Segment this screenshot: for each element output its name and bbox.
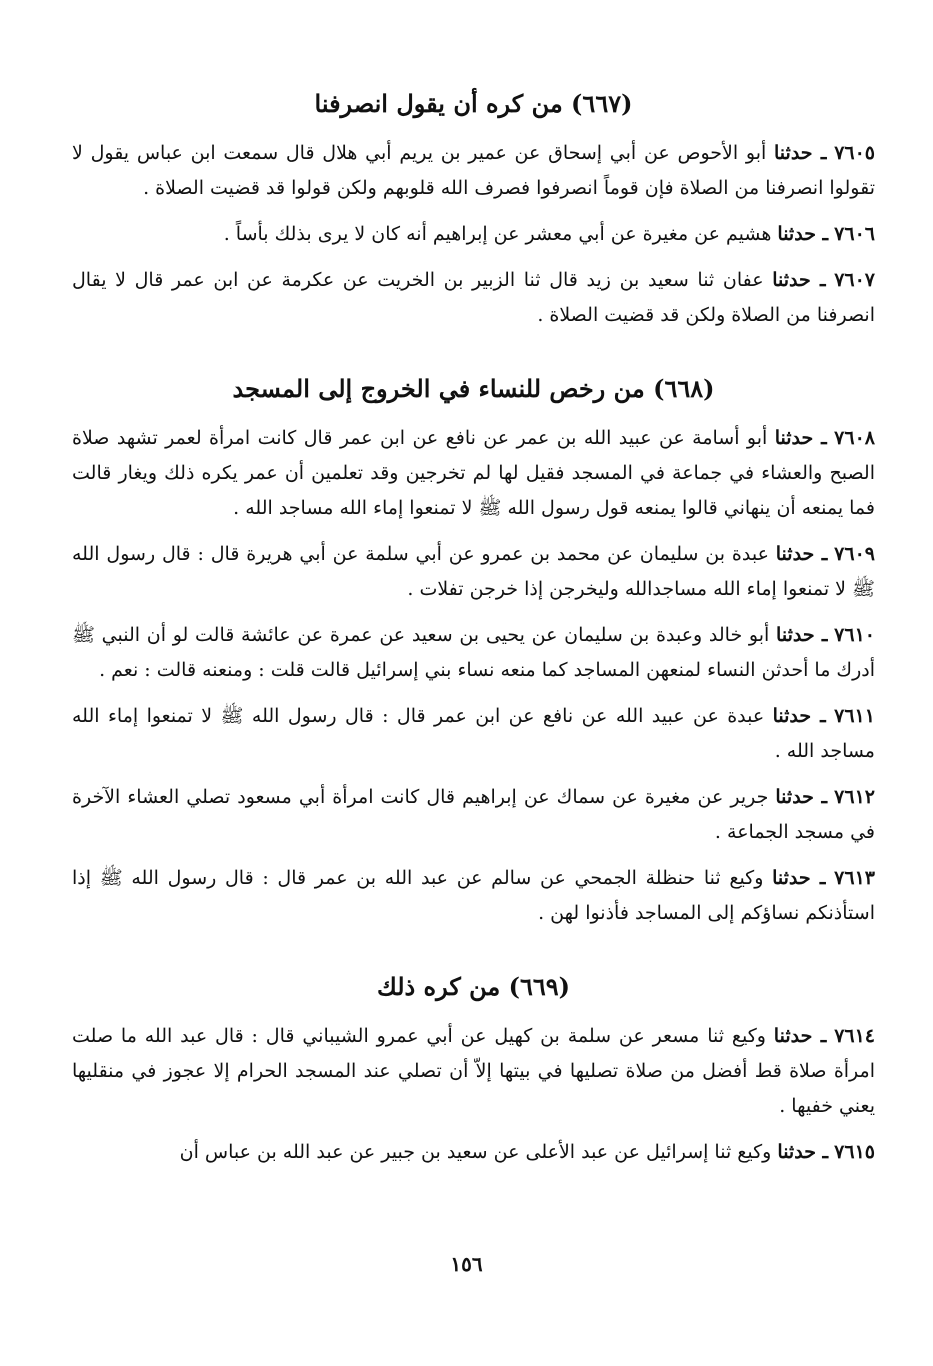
- hadith-number: ٧٦١٥: [834, 1141, 875, 1163]
- hadith-lead: ـ حدثنا: [775, 543, 828, 565]
- hadith-lead: ـ حدثنا: [774, 142, 827, 164]
- hadith-entry: [72, 861, 875, 931]
- hadith-entry: [72, 1019, 875, 1124]
- hadith-entry: [72, 136, 875, 206]
- hadith-number: ٧٦٠٩: [834, 543, 875, 565]
- page-number: ١٥٦: [450, 1252, 483, 1276]
- hadith-lead: ـ حدثنا: [774, 427, 827, 449]
- hadith-lead: ـ حدثنا: [773, 1025, 827, 1047]
- hadith-entry: [72, 1135, 875, 1170]
- hadith-number: ٧٦١٤: [834, 1025, 876, 1047]
- hadith-entry: [72, 699, 875, 769]
- hadith-entry: [72, 780, 875, 850]
- hadith-entry: [72, 421, 875, 526]
- chapter-heading: (٦٦٩) من كره ذلك: [376, 972, 571, 1001]
- hadith-entry: [72, 537, 875, 607]
- hadith-number: ٧٦٠٥: [834, 142, 876, 164]
- hadith-number: ٧٦١٠: [834, 624, 875, 646]
- hadith-text: أبو الأحوص عن أبي إسحاق عن عمير بن يريم أبي هلال قال سمعت ابن عباس يقول لا تقولوا انصرفنا من الصلاة فإن قوماً انصرفوا فصرف الله قلوبهم ولكن قولوا قد قضيت الصلاة .: [72, 142, 875, 199]
- hadith-text: أبو أسامة عن عبيد الله بن عمر عن نافع عن ابن عمر قال كانت امرأة لعمر تشهد صلاة الصبح والعشاء في جماعة في المسجد فقيل لها لم تخرجين وقد تعلمين أن عمر يكره ذلك ويغار قالت فما يمنعه أن ينهاني قالوا يمنعه قول رسول الله ﷺ لا تمنعوا إماء الله مساجد الله .: [72, 427, 875, 519]
- hadith-number: ٧٦٠٨: [834, 427, 875, 449]
- hadith-text: وكيع ثنا مسعر عن سلمة بن كهيل عن أبي عمرو الشيباني قال : قال عبد الله ما صلت امرأة صلاة قط أفضل من صلاة تصليها في بيتها إلاّ أن تصلي عند المسجد الحرام إلا عجوز في منقليها يعني خفيها .: [72, 1025, 875, 1117]
- hadith-text: هشيم عن مغيرة عن أبي معشر عن إبراهيم أنه كان لا يرى بذلك بأساً .: [223, 223, 772, 245]
- hadith-lead: ـ حدثنا: [776, 624, 828, 646]
- hadith-text: عبدة عن عبيد الله عن نافع عن ابن عمر قال : قال رسول الله ﷺ لا تمنعوا إماء الله مساجد الله .: [72, 705, 875, 762]
- hadith-text: عفان ثنا سعيد بن زيد قال ثنا الزبير بن الخريت عن عكرمة عن ابن عمر قال لا يقال انصرفنا من الصلاة ولكن قد قضيت الصلاة .: [72, 269, 875, 326]
- hadith-entry: [72, 618, 875, 688]
- hadith-number: ٧٦٠٧: [834, 269, 876, 291]
- hadith-text: عبدة بن سليمان عن محمد بن عمرو عن أبي سلمة عن أبي هريرة قال : قال رسول الله ﷺ لا تمنعوا إماء الله مساجدالله وليخرجن إذا خرجن تفلات .: [72, 543, 875, 600]
- chapter-heading: (٦٦٨) من رخص للنساء في الخروج إلى المسجد: [232, 374, 715, 403]
- hadith-number: ٧٦١٢: [834, 786, 875, 808]
- hadith-text: وكيع ثنا حنظلة الجمحي عن سالم عن عبد الله بن عمر قال : قال رسول الله ﷺ إذا استأذنكم نساؤكم إلى المساجد فأذنوا لهن .: [72, 867, 875, 924]
- hadith-number: ٧٦٠٦: [834, 223, 875, 245]
- hadith-text: جرير عن مغيرة عن سماك عن إبراهيم قال كانت امرأة أبي مسعود تصلي العشاء الآخرة في مسجد الجماعة .: [72, 786, 875, 843]
- hadith-lead: ـ حدثنا: [772, 705, 826, 727]
- hadith-entry: [72, 217, 875, 252]
- chapter-heading: (٦٦٧) من كره أن يقول انصرفنا: [314, 89, 633, 118]
- hadith-lead: ـ حدثنا: [772, 867, 826, 889]
- hadith-lead: ـ حدثنا: [777, 223, 829, 245]
- hadith-text: وكيع ثنا إسرائيل عن عبد الأعلى عن سعيد بن جبير عن عبد الله بن عباس أن: [179, 1141, 772, 1163]
- hadith-number: ٧٦١١: [834, 705, 875, 727]
- hadith-lead: ـ حدثنا: [772, 269, 826, 291]
- hadith-number: ٧٦١٣: [834, 867, 875, 889]
- hadith-entry: [72, 263, 875, 333]
- hadith-text: أبو خالد وعبدة بن سليمان عن يحيى بن سعيد عن عمرة عن عائشة قالت لو أن النبي ﷺ أدرك ما أحدثن النساء لمنعهن المساجد كما منعه نساء بني إسرائيل قالت قلت : ومنعنه قالت : نعم .: [72, 624, 875, 681]
- hadith-lead: ـ حدثنا: [777, 1141, 829, 1163]
- hadith-lead: ـ حدثنا: [775, 786, 828, 808]
